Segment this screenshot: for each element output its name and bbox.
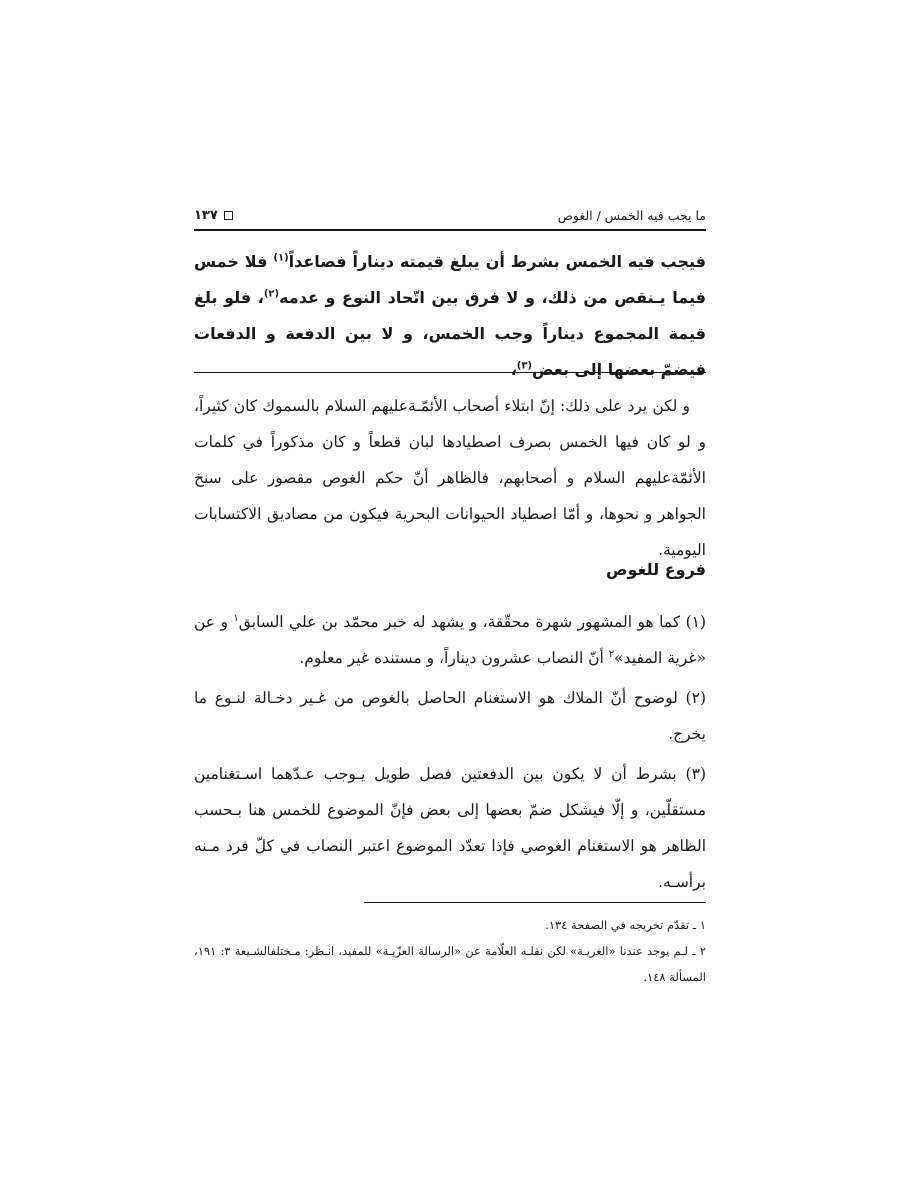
main-text-part-3: ، فلو بلغ قيمة المجموع ديناراً وجب الخمس، و لا بين الدفعة و الدفعات فيضمّ بعضها إلى بعض (194, 288, 706, 379)
note-3: (٣) بشرط أن لا يكون بين الدفعتين فصل طويل يـوجب عـدّهما اسـتغنامين مستقلّين، و إلّا فيشكل ضمّ بعضها إلى بعض فإنّ الموضوع للخمس هنا بـحسب الظاهر هو الاستغنام الغوصي فإذا تعدّد الموضوع اعتبر النصاب في كلّ فرد مـنه برأسـه. (194, 765, 706, 891)
note-1 (194, 604, 706, 676)
square-bullet-icon (224, 211, 233, 220)
note-1-ref-2: ٢ (608, 648, 615, 660)
footnote-divider (364, 902, 706, 903)
main-text-part-1: فيجب فيه الخمس بشرط أن يبلغ قيمته ديناراً فصاعداً (288, 252, 706, 271)
note-2: (٢) لوضوح أنّ الملاك هو الاستغنام الحاصل بالغوص من غـير دخـالة لنـوع ما يخرج. (194, 689, 706, 743)
page-number: ١٣٧ (194, 207, 218, 223)
footnote-ref-1: (١) (273, 252, 289, 264)
note-1-ref-1: ١ (233, 612, 239, 624)
note-1-text-c: أنّ النصاب عشرون ديناراً، و مستنده غير معلوم. (299, 649, 609, 667)
commentary-paragraph (194, 388, 706, 568)
main-text-paragraph (194, 244, 706, 388)
note-1-text-a: (١) كما هو المشهور شهرة محقّقة، و يشهد له خبر محمّد بن علي السابق (238, 613, 707, 631)
section-heading: فروع للغوص (606, 560, 706, 579)
footnote-ref-3: (٣) (516, 360, 533, 372)
footnotes (194, 912, 706, 990)
running-header (194, 204, 706, 226)
note-1-text-b: و عن «غرية المفيد» (194, 613, 706, 667)
page-folio (194, 208, 233, 223)
main-text-part-2: فلا خمس فيما يـنقص من ذلك، و لا فرق بين اتّحاد النوع و عدمه (194, 252, 706, 307)
header-divider (194, 229, 706, 231)
main-text-part-4: ، (510, 360, 517, 379)
notes-list (194, 604, 706, 904)
footnote-ref-2: (٢) (263, 288, 280, 300)
commentary-text: و لكن يرد على ذلك: إنّ ابتلاء أصحاب الأئمّـةعليهم السلام بالسموك كان كثيراً، و لو كان فيها الخمس بصرف اصطيادها لبان قطعاً و كان مذكوراً في كلمات الأئمّةعليهم السلام و أصحابهم، فالظاهر أنّ حكم الغوص مقصور على سنخ الجواهر و نحوها، و أمّا اصطياد الحيوانات البحرية فيكون من مصاديق الاكتسابات اليومية. (194, 397, 706, 559)
footnote-2: ٢ ـ لـم يوجد عندنا «الغريـة» لكن نقلـه العلّامة عن «الرسالة العزّيـة» للمفيد، انـظر: مـختلفالشـيعة ٣: ١٩١، المسألة ١٤٨. (194, 944, 707, 984)
section-divider (194, 372, 706, 373)
footnote-1: ١ ـ تقدّم تخريجه في الصفحة ١٣٤. (545, 918, 706, 932)
running-title: ما يجب فيه الخمس / الغوص (557, 207, 706, 223)
book-page (194, 0, 706, 1200)
